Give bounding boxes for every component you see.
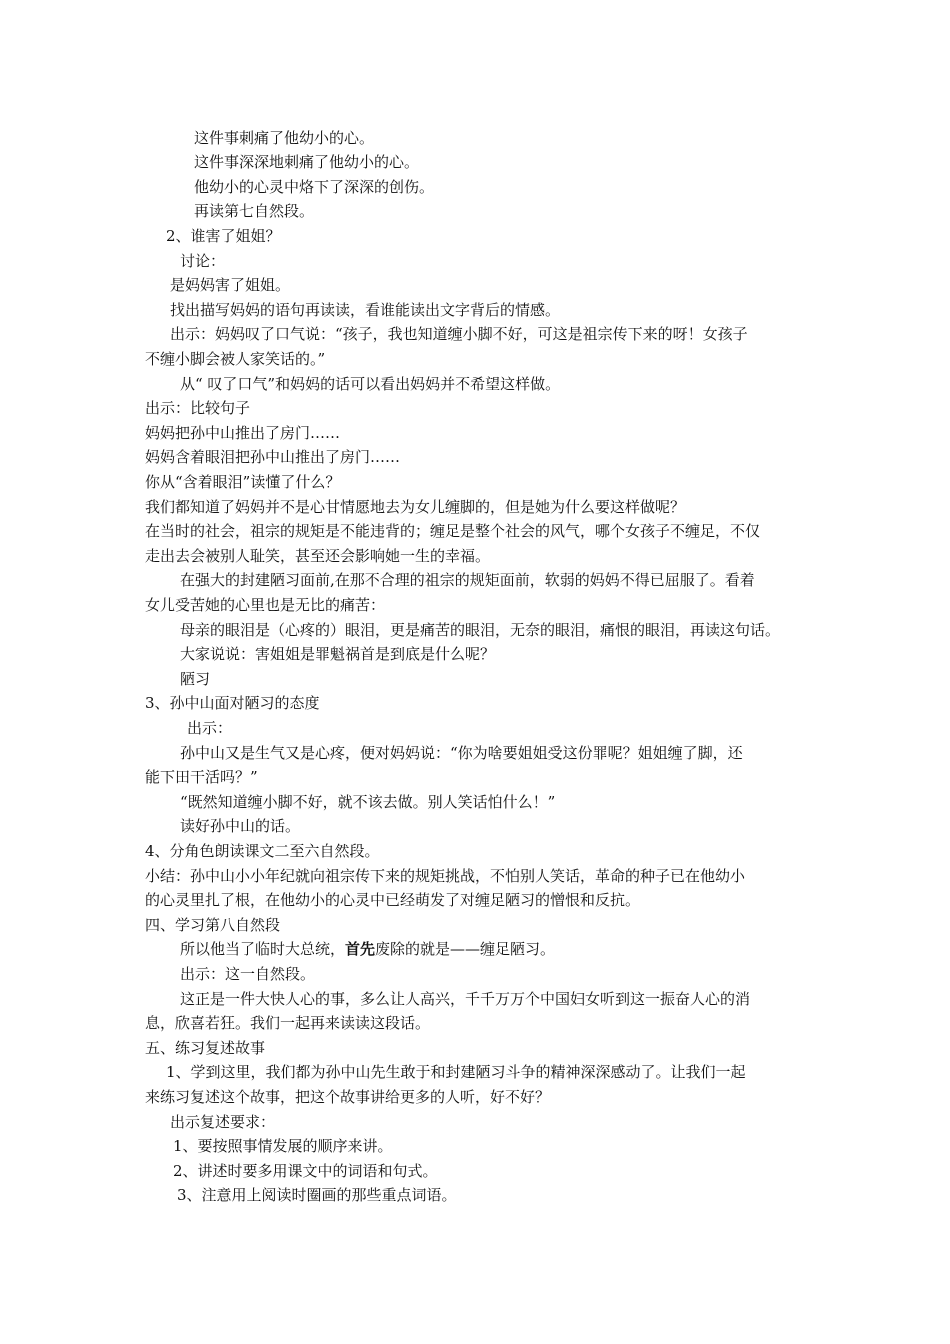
- text-line: 讨论：: [180, 252, 226, 270]
- text-line: 出示：: [187, 719, 233, 737]
- text-line: 孙中山又是生气又是心疼，便对妈妈说：“你为啥要姐姐受这份罪呢？姐姐缠了脚，还: [180, 744, 743, 762]
- text-line: 在当时的社会，祖宗的规矩是不能违背的；缠足是整个社会的风气，哪个女孩子不缠足，不仅: [145, 522, 761, 540]
- text-segment: 废除的就是——缠足陋习。: [375, 940, 556, 958]
- section-heading: 3、孙中山面对陋习的态度: [145, 694, 320, 712]
- text-line: 从“ 叹了口气”和妈妈的话可以看出妈妈并不希望这样做。: [180, 375, 561, 393]
- text-line: 母亲的眼泪是（心疼的）眼泪，更是痛苦的眼泪，无奈的眼泪，痛恨的眼泪，再读这句话。: [180, 621, 781, 639]
- text-line: 出示：妈妈叹了口气说：“孩子，我也知道缠小脚不好，可这是祖宗传下来的呀！女孩子: [170, 325, 748, 343]
- text-line: 在强大的封建陋习面前,在那不合理的祖宗的规矩面前，软弱的妈妈不得已屈服了。看着: [180, 571, 755, 589]
- list-item: 3、注意用上阅读时圈画的那些重点词语。: [177, 1186, 457, 1204]
- text-line: 读好孙中山的话。: [180, 817, 301, 835]
- text-line: 小结：孙中山小小年纪就向祖宗传下来的规矩挑战，不怕别人笑话，革命的种子已在他幼小: [145, 867, 746, 885]
- section-heading: 2、谁害了姐姐？: [166, 227, 281, 245]
- text-line: 妈妈把孙中山推出了房门……: [145, 424, 341, 442]
- section-heading: 4、分角色朗读课文二至六自然段。: [145, 842, 380, 860]
- text-line: 找出描写妈妈的语句再读读，看谁能读出文字背后的情感。: [170, 301, 561, 319]
- text-line: 再读第七自然段。: [194, 202, 315, 220]
- text-line: 这正是一件大快人心的事，多么让人高兴，千千万万个中国妇女听到这一振奋人心的消: [180, 990, 751, 1008]
- text-line: 大家说说：害姐姐是罪魁祸首是到底是什么呢？: [180, 645, 496, 663]
- text-line: 息，欣喜若狂。我们一起再来读读这段话。: [145, 1014, 431, 1032]
- text-segment: 所以他当了临时大总统，: [180, 940, 346, 958]
- text-line: 女儿受苦她的心里也是无比的痛苦：: [145, 596, 386, 614]
- text-line: 你从“含着眼泪”读懂了什么？: [145, 473, 341, 491]
- text-line: 妈妈含着眼泪把孙中山推出了房门……: [145, 448, 401, 466]
- text-line: 这件事深深地刺痛了他幼小的心。: [194, 153, 420, 171]
- text-line: 来练习复述这个故事，把这个故事讲给更多的人听，好不好？: [145, 1088, 551, 1106]
- text-line: 1、学到这里，我们都为孙中山先生敢于和封建陋习斗争的精神深深感动了。让我们一起: [166, 1063, 746, 1081]
- text-line: 能下田干活吗？”: [145, 768, 258, 786]
- text-line: [180, 937, 555, 961]
- text-line: 出示：这一自然段。: [180, 965, 316, 983]
- section-heading: 五、练习复述故事: [145, 1039, 266, 1057]
- text-line: 的心灵里扎了根，在他幼小的心灵中已经萌发了对缠足陋习的憎恨和反抗。: [145, 891, 641, 909]
- section-heading: 四、学习第八自然段: [145, 916, 281, 934]
- list-item: 2、讲述时要多用课文中的词语和句式。: [173, 1162, 438, 1180]
- list-item: 1、要按照事情发展的顺序来讲。: [173, 1137, 393, 1155]
- text-line: 走出去会被别人耻笑，甚至还会影响她一生的幸福。: [145, 547, 491, 565]
- text-line: 出示：比较句子: [145, 399, 251, 417]
- text-line: “既然知道缠小脚不好，就不该去做。别人笑话怕什么！”: [180, 793, 556, 811]
- emphasis-text: 首先: [345, 940, 376, 958]
- text-line: 这件事刺痛了他幼小的心。: [194, 129, 375, 147]
- text-line: 他幼小的心灵中烙下了深深的创伤。: [194, 178, 435, 196]
- text-line: 我们都知道了妈妈并不是心甘情愿地去为女儿缠脚的，但是她为什么要这样做呢？: [145, 498, 686, 516]
- text-line: 出示复述要求：: [170, 1113, 276, 1131]
- text-line: 是妈妈害了姐姐。: [170, 276, 291, 294]
- text-line: 陋习: [180, 670, 211, 688]
- text-line: 不缠小脚会被人家笑话的。”: [145, 350, 326, 368]
